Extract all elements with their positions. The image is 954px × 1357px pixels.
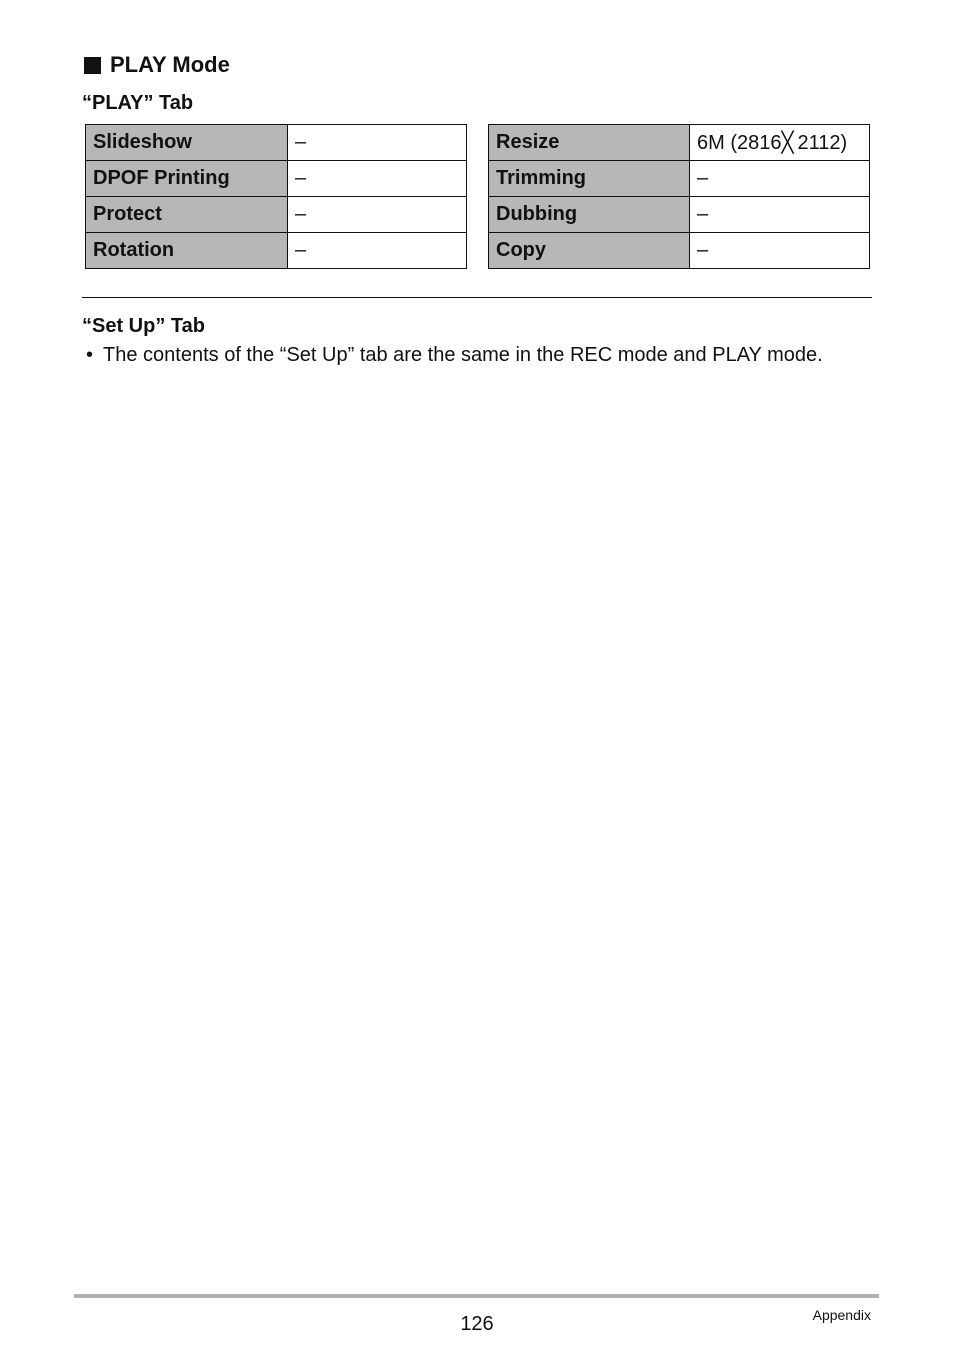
table-row	[489, 125, 870, 161]
bullet-icon: •	[86, 344, 94, 366]
section-divider	[82, 297, 872, 298]
page-number: 126	[460, 1313, 494, 1335]
table-row	[489, 161, 870, 197]
footer-section-label: Appendix	[812, 1307, 871, 1323]
setting-label: Slideshow	[86, 125, 288, 161]
setting-value: –	[288, 233, 467, 269]
setting-value: –	[288, 125, 467, 161]
play-tab-table-left	[85, 124, 467, 269]
setting-label: Resize	[489, 125, 690, 161]
setup-tab-heading: “Set Up” Tab	[82, 315, 205, 337]
setting-value: –	[690, 197, 870, 233]
table-row	[86, 197, 467, 233]
setting-value: –	[288, 161, 467, 197]
section-heading	[84, 52, 230, 78]
setup-tab-note	[86, 344, 823, 367]
table-row	[86, 125, 467, 161]
table-row	[86, 233, 467, 269]
play-tab-heading: “PLAY” Tab	[82, 92, 194, 114]
footer-rule	[74, 1294, 879, 1298]
table-row	[489, 233, 870, 269]
setting-label: Protect	[86, 197, 288, 233]
table-row	[489, 197, 870, 233]
play-tab-table-right	[488, 124, 870, 269]
setting-value: –	[690, 233, 870, 269]
setting-value: –	[690, 161, 870, 197]
setting-label: Rotation	[86, 233, 288, 269]
section-title: PLAY Mode	[110, 52, 230, 77]
table-row	[86, 161, 467, 197]
setting-label: Trimming	[489, 161, 690, 197]
setting-label: DPOF Printing	[86, 161, 288, 197]
setting-value: –	[288, 197, 467, 233]
note-text: The contents of the “Set Up” tab are the same in the REC mode and PLAY mode.	[103, 344, 823, 366]
setting-value: 6M (2816╳ 2112)	[690, 125, 870, 161]
setting-label: Dubbing	[489, 197, 690, 233]
setting-label: Copy	[489, 233, 690, 269]
square-bullet-icon	[84, 57, 101, 74]
